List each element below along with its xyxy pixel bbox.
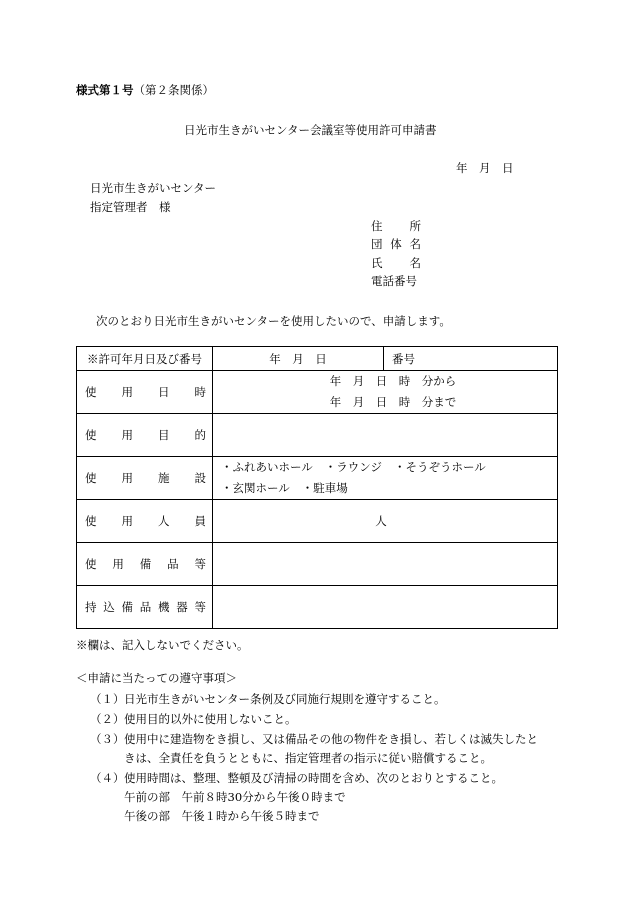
schedule-afternoon: 午後の部 午後１時から午後５時まで <box>124 809 320 823</box>
facility-options <box>213 457 558 500</box>
table-row-equipment <box>77 543 558 586</box>
document-title: 日光市生きがいセンター会議室等使用許可申請書 <box>184 123 437 137</box>
rule-item-1: （１）日光市生きがいセンター条例及び同施行規則を遵守すること。 <box>90 692 446 706</box>
table-row-usage-datetime <box>77 371 558 414</box>
form-relation: （第２条関係） <box>133 83 214 97</box>
form-number <box>76 82 214 98</box>
applicant-phone-label: 電話番号 <box>371 274 417 288</box>
people-label: 使 用 人 員 <box>77 500 213 543</box>
permit-number-label: 番号 <box>384 347 558 371</box>
application-table <box>76 346 558 629</box>
table-row-facility <box>77 457 558 500</box>
permit-label: ※許可年月日及び番号 <box>77 347 213 371</box>
table-row-purpose <box>77 414 558 457</box>
equipment-label: 使 用 備 品 等 <box>77 543 213 586</box>
intro-text: 次のとおり日光市生きがいセンターを使用したいので、申請します。 <box>96 314 451 328</box>
purpose-label: 使 用 目 的 <box>77 414 213 457</box>
permit-date: 年 月 日 <box>213 347 384 371</box>
time-from: 年 月 日 時 分から <box>329 374 457 388</box>
addressee-line2: 指定管理者 様 <box>90 200 171 214</box>
rule-item-3: （３）使用中に建造物をき損し、又は備品その他の物件をき損し、若しくは滅失したと <box>90 732 538 746</box>
rule-item-3-continued: きは、全責任を負うとともに、指定管理者の指示に従い賠償すること。 <box>124 751 492 765</box>
usage-datetime-label: 使 用 日 時 <box>77 371 213 414</box>
usage-datetime-field[interactable] <box>213 371 558 414</box>
schedule-morning: 午前の部 午前８時30分から午後０時まで <box>124 790 346 804</box>
facility-option-lounge[interactable]: ・ラウンジ <box>324 460 382 474</box>
facility-label: 使 用 施 設 <box>77 457 213 500</box>
addressee-line1: 日光市生きがいセンター <box>90 181 217 195</box>
people-field[interactable] <box>213 500 558 543</box>
rules-heading: ＜申請に当たっての遵守事項＞ <box>76 671 237 685</box>
equipment-field[interactable] <box>213 543 558 586</box>
brought-equipment-field[interactable] <box>213 586 558 629</box>
table-note: ※欄は、記入しないでください。 <box>76 638 249 652</box>
applicant-name-label: 氏 名 <box>371 256 421 270</box>
facility-option-souzou-hall[interactable]: ・そうぞうホール <box>394 460 486 474</box>
facility-option-fureai-hall[interactable]: ・ふれあいホール <box>221 460 313 474</box>
brought-equipment-label: 持 込 備 品 機 器 等 <box>77 586 213 629</box>
table-row-brought-equipment <box>77 586 558 629</box>
applicant-organization-label: 団 体 名 <box>371 237 421 251</box>
purpose-field[interactable] <box>213 414 558 457</box>
time-to: 年 月 日 時 分まで <box>329 395 457 409</box>
facility-option-entrance-hall[interactable]: ・玄関ホール <box>221 481 290 495</box>
form-number-text: 様式第１号 <box>76 83 134 97</box>
facility-option-parking[interactable]: ・駐車場 <box>301 481 348 495</box>
table-row-people <box>77 500 558 543</box>
application-date: 年 月 日 <box>456 161 514 175</box>
people-unit: 人 <box>375 514 387 528</box>
rule-item-4: （４）使用時間は、整理、整頓及び清掃の時間を含め、次のとおりとすること。 <box>90 771 504 785</box>
rule-item-2: （２）使用目的以外に使用しないこと。 <box>90 712 297 726</box>
table-row-permit <box>77 347 558 371</box>
applicant-address-label: 住 所 <box>371 219 421 233</box>
